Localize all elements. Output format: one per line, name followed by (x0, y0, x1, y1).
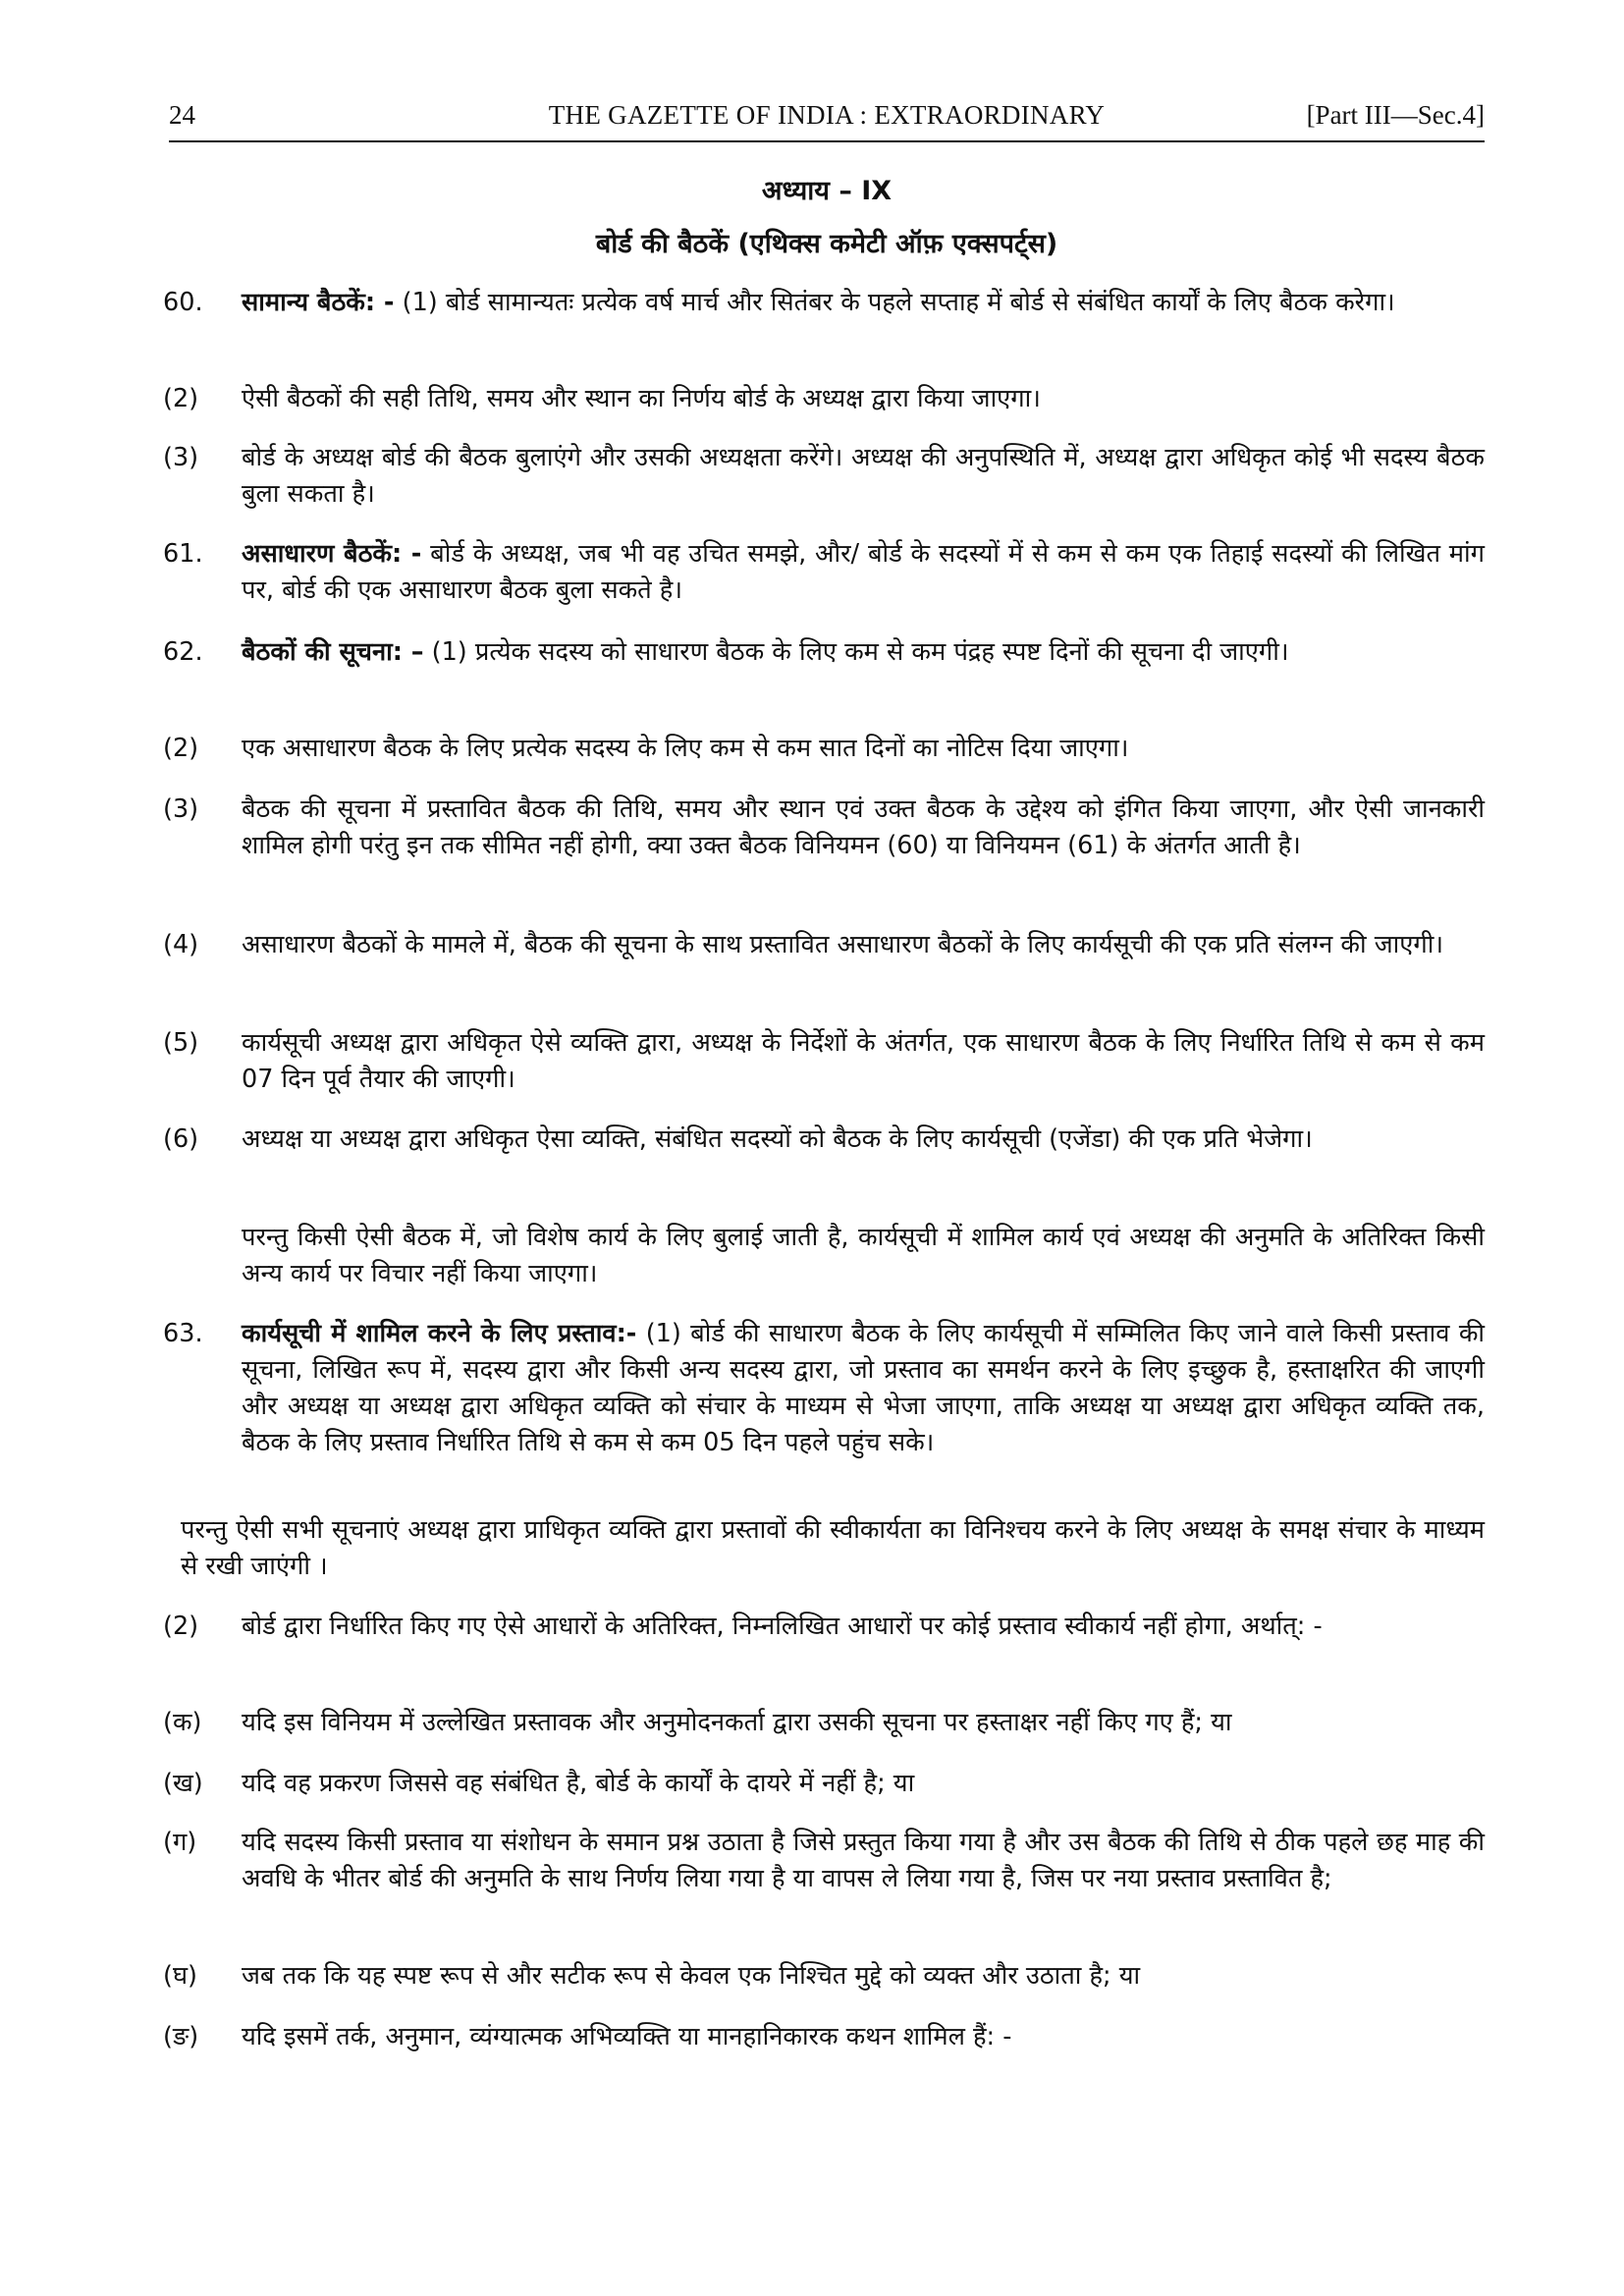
proviso-text: परन्तु किसी ऐसी बैठक में, जो विशेष कार्य के लिए बुलाई जाती है, कार्यसूची में शामिल कार्य एवं अध्यक्ष की अनुमति के अतिरिक्त किसी अन्य कार्य पर विचार नहीं किया जाएगा। (242, 1223, 1485, 1288)
para-number: (3) (163, 443, 199, 472)
para-text: कार्यसूची में शामिल करने के लिए प्रस्ताव:- (1) बोर्ड की साधारण बैठक के लिए कार्यसूची में सम्मिलित किए जाने वाले किसी प्रस्ताव की सूचना, लिखित रूप में, सदस्य द्वारा और किसी अन्य सदस्य द्वारा, जो प्रस्ताव का समर्थन करने के लिए इच्छुक है, हस्ताक्षरित की जाएगी और अध्यक्ष या अध्यक्ष द्वारा अधिकृत व्यक्ति को संचार के माध्यम से भेजा जाएगा, ताकि अध्यक्ष या अध्यक्ष द्वारा अधिकृत व्यक्ति तक, बैठक के लिए प्रस्ताव निर्धारित तिथि से कम से कम 05 दिन पहले पहुंच सके। (242, 1319, 1486, 1457)
para-number: (2) (163, 384, 199, 413)
para-text: बोर्ड के अध्यक्ष बोर्ड की बैठक बुलाएंगे और उसकी अध्यक्षता करेंगे। अध्यक्ष की अनुपस्थिति में, अध्यक्ष द्वारा अधिकृत कोई भी सदस्य बैठक बुला सकता है। (242, 443, 1485, 509)
clause-number: (ग) (163, 1828, 197, 1857)
part-section-label: [Part III—Sec.4] (1306, 100, 1485, 130)
clause-number: (घ) (163, 1961, 197, 1991)
para-text: एक असाधारण बैठक के लिए प्रत्येक सदस्य के लिए कम से कम सात दिनों का नोटिस दिया जाएगा। (242, 734, 1129, 763)
gazette-title: THE GAZETTE OF INDIA : EXTRAORDINARY (548, 100, 1106, 130)
para-text: असाधारण बैठकों के मामले में, बैठक की सूचना के साथ प्रस्तावित असाधारण बैठकों के लिए कार्यसूची की एक प्रति संलग्न की जाएगी। (242, 930, 1443, 959)
proviso-text: परन्तु ऐसी सभी सूचनाएं अध्यक्ष द्वारा प्राधिकृत व्यक्ति द्वारा प्रस्तावों की स्वीकार्यता का विनिश्चय करने के लिए अध्यक्ष के समक्ष संचार के माध्यम से रखी जाएंगी । (181, 1515, 1485, 1581)
para-number: (3) (163, 794, 199, 824)
header-rule (169, 140, 1485, 142)
para-number: 63. (163, 1319, 203, 1348)
para-number: 60. (163, 288, 203, 317)
page-header (169, 100, 1485, 139)
para-text: ऐसी बैठकों की सही तिथि, समय और स्थान का निर्णय बोर्ड के अध्यक्ष द्वारा किया जाएगा। (242, 384, 1041, 413)
para-number: (6) (163, 1124, 199, 1154)
para-heading: कार्यसूची में शामिल करने के लिए प्रस्ताव:- (242, 1319, 637, 1348)
page-number: 24 (169, 100, 195, 130)
section-heading: बोर्ड की बैठकें (एथिक्स कमेटी ऑफ़ एक्सपर्ट्स) (595, 229, 1058, 259)
para-number: (2) (163, 1612, 199, 1641)
para-text: सामान्य बैठकें: - (1) बोर्ड सामान्यतः प्रत्येक वर्ष मार्च और सितंबर के पहले सप्ताह में बोर्ड से संबंधित कार्यों के लिए बैठक करेगा। (242, 288, 1395, 317)
clause-text: यदि वह प्रकरण जिससे वह संबंधित है, बोर्ड के कार्यों के दायरे में नहीं है; या (242, 1769, 915, 1798)
para-heading: बैठकों की सूचना: – (242, 637, 424, 667)
para-number: 61. (163, 539, 203, 569)
clause-text: यदि सदस्य किसी प्रस्ताव या संशोधन के समान प्रश्न उठाता है जिसे प्रस्तुत किया गया है और उस बैठक की तिथि से ठीक पहले छह माह की अवधि के भीतर बोर्ड की अनुमति के साथ निर्णय लिया गया है या वापस ले लिया गया है, जिस पर नया प्रस्ताव प्रस्तावित है; (242, 1828, 1485, 1893)
para-number: (5) (163, 1028, 199, 1058)
clause-number: (ङ) (163, 2022, 199, 2051)
para-text: बोर्ड द्वारा निर्धारित किए गए ऐसे आधारों के अतिरिक्त, निम्नलिखित आधारों पर कोई प्रस्ताव स्वीकार्य नहीं होगा, अर्थात्: - (242, 1612, 1323, 1641)
para-text: असाधारण बैठकें: - बोर्ड के अध्यक्ष, जब भी वह उचित समझे, और/ बोर्ड के सदस्यों में से कम से कम एक तिहाई सदस्यों की लिखित मांग पर, बोर्ड की एक असाधारण बैठक बुला सकते है। (242, 539, 1485, 605)
para-number: (4) (163, 930, 199, 959)
para-number: (2) (163, 734, 199, 763)
clause-text: यदि इस विनियम में उल्लेखित प्रस्तावक और अनुमोदनकर्ता द्वारा उसकी सूचना पर हस्ताक्षर नहीं किए गए हैं; या (242, 1708, 1232, 1737)
para-heading: सामान्य बैठकें: - (242, 288, 395, 317)
clause-text: जब तक कि यह स्पष्ट रूप से और सटीक रूप से केवल एक निश्चित मुद्दे को व्यक्त और उठाता है; या (242, 1961, 1141, 1991)
para-text: कार्यसूची अध्यक्ष द्वारा अधिकृत ऐसे व्यक्ति द्वारा, अध्यक्ष के निर्देशों के अंतर्गत, एक साधारण बैठक के लिए निर्धारित तिथि से कम से कम 07 दिन पूर्व तैयार की जाएगी। (242, 1028, 1485, 1094)
para-text: बैठकों की सूचना: – (1) प्रत्येक सदस्य को साधारण बैठक के लिए कम से कम पंद्रह स्पष्ट दिनों की सूचना दी जाएगी। (242, 637, 1289, 667)
clause-number: (ख) (163, 1769, 203, 1798)
chapter-title: अध्याय – IX (761, 176, 893, 206)
para-text: बैठक की सूचना में प्रस्तावित बैठक की तिथि, समय और स्थान एवं उक्त बैठक के उद्देश्य को इंगित किया जाएगा, और ऐसी जानकारी शामिल होगी परंतु इन तक सीमित नहीं होगी, क्या उक्त बैठक विनियमन (60) या विनियमन (61) के अंतर्गत आती है। (242, 794, 1485, 860)
para-number: 62. (163, 637, 203, 667)
para-text: अध्यक्ष या अध्यक्ष द्वारा अधिकृत ऐसा व्यक्ति, संबंधित सदस्यों को बैठक के लिए कार्यसूची (एजेंडा) की एक प्रति भेजेगा। (242, 1124, 1313, 1154)
clause-number: (क) (163, 1708, 202, 1737)
para-heading: असाधारण बैठकें: - (242, 539, 422, 569)
clause-text: यदि इसमें तर्क, अनुमान, व्यंग्यात्मक अभिव्यक्ति या मानहानिकारक कथन शामिल हैं: - (242, 2022, 1012, 2051)
